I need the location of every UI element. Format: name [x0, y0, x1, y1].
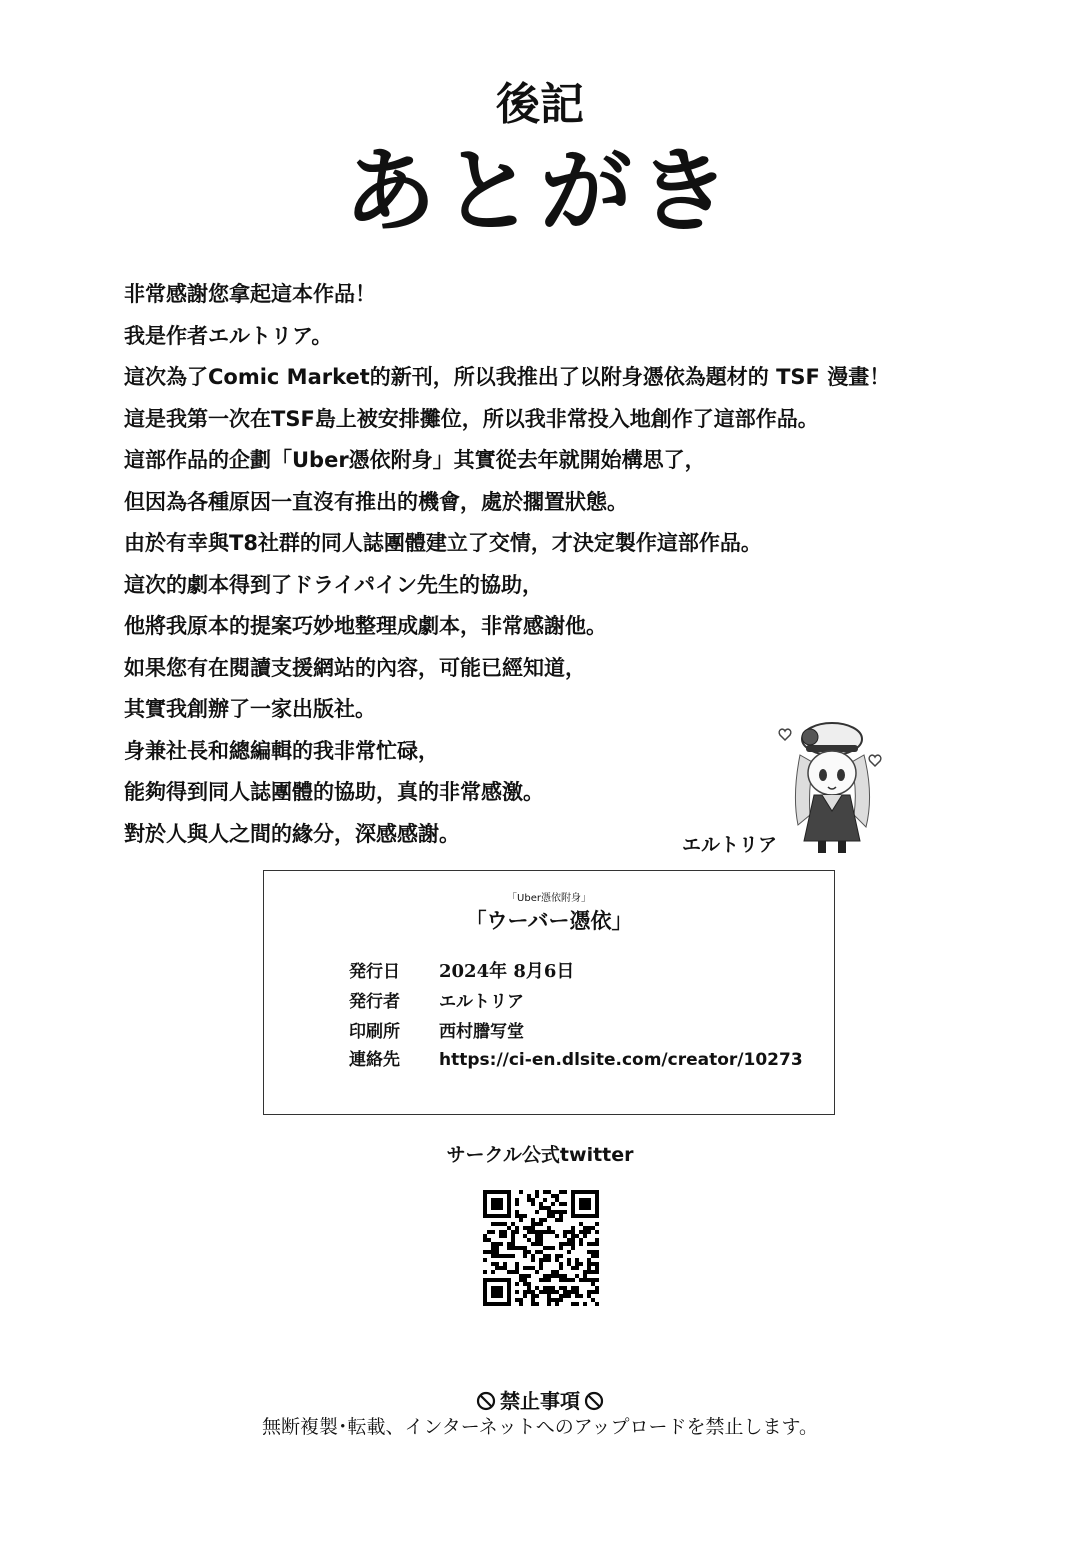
prohibited-icon — [584, 1391, 604, 1411]
body-line: 由於有幸與T8社群的同人誌團體建立了交情，才決定製作這部作品。 — [124, 531, 762, 555]
body-line: 如果您有在閱讀支援網站的內容，可能已經知道， — [124, 655, 586, 680]
page-heading: 後記 — [496, 79, 584, 130]
body-line: 其實我創辦了一家出版社。 — [124, 697, 376, 721]
qr-code[interactable] — [483, 1190, 599, 1306]
prohibition-text: 無断複製･転載、インターネットへのアップロードを禁止します。 — [262, 1416, 818, 1438]
colophon-label: 連絡先 — [349, 1050, 400, 1070]
colophon-row-publisher — [349, 987, 524, 1012]
colophon-value: エルトリア — [439, 992, 524, 1012]
body-line: 但因為各種原因一直沒有推出的機會，處於擱置狀態。 — [124, 489, 628, 514]
colophon-label: 印刷所 — [349, 1022, 400, 1042]
colophon-row-date — [349, 957, 574, 983]
body-line: 這次為了Comic Market的新刊，所以我推出了以附身憑依為題材的 TSF 漫畫！ — [124, 365, 891, 389]
colophon-label: 発行日 — [349, 962, 400, 982]
colophon-label: 発行者 — [349, 992, 400, 1012]
page-title: あとがき — [343, 137, 736, 245]
prohibition-title: 禁止事項 — [500, 1389, 580, 1413]
colophon-value: 2024年 8月6日 — [439, 961, 575, 982]
colophon-row-contact — [349, 1045, 803, 1070]
body-line: 這是我第一次在TSF島上被安排攤位，所以我非常投入地創作了這部作品。 — [124, 406, 819, 431]
colophon-row-printer — [349, 1017, 524, 1042]
colophon-value: 西村謄写堂 — [439, 1022, 524, 1042]
colophon-title: 「ウーバー憑依」 — [465, 908, 633, 933]
prohibition-heading — [0, 1385, 1080, 1414]
body-line: 這部作品的企劃「Uber憑依附身」其實從去年就開始構思了， — [124, 448, 706, 472]
body-line: 我是作者エルトリア。 — [124, 323, 333, 348]
body-line: 這次的劇本得到了ドライパイン先生的協助， — [124, 572, 543, 597]
contact-link[interactable]: https://ci-en.dlsite.com/creator/10273 — [439, 1050, 803, 1070]
chibi-character-illustration — [770, 715, 888, 855]
colophon-box — [263, 870, 835, 1115]
prohibited-icon — [476, 1391, 496, 1411]
twitter-label: サークル公式twitter — [446, 1144, 634, 1166]
body-line: 非常感謝您拿起這本作品！ — [124, 282, 376, 306]
author-signature: エルトリア — [682, 834, 778, 856]
body-line: 對於人與人之間的緣分，深感感謝。 — [124, 821, 460, 846]
body-line: 身兼社長和總編輯的我非常忙碌， — [124, 738, 439, 763]
body-line: 他將我原本的提案巧妙地整理成劇本，非常感謝他。 — [124, 614, 607, 638]
colophon-subtitle: 「Uber憑依附身」 — [507, 893, 591, 904]
body-line: 能夠得到同人誌團體的協助，真的非常感激。 — [124, 780, 544, 804]
